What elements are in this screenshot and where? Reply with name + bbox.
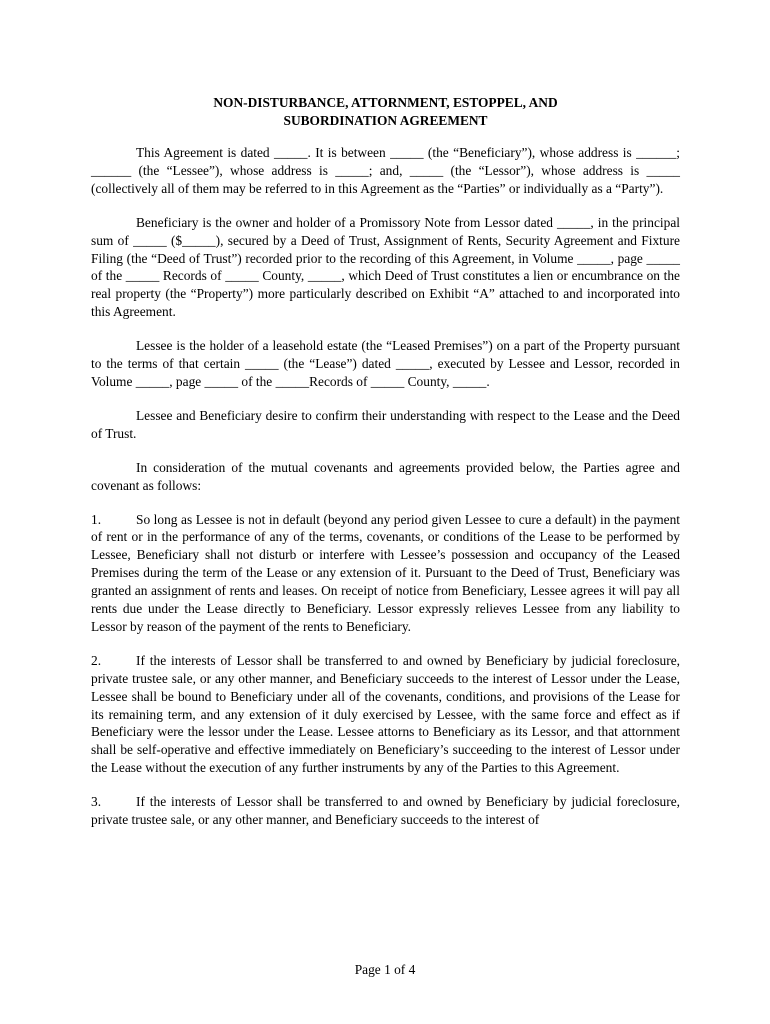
consideration-paragraph: In consideration of the mutual covenants and agreements provided below, the Parties agree and covenant as follows: <box>91 459 680 493</box>
section-number: 2. <box>91 652 102 668</box>
document-title <box>91 94 680 130</box>
title-line-1: NON-DISTURBANCE, ATTORNMENT, ESTOPPEL, AND <box>213 95 558 110</box>
section-number: 3. <box>91 794 102 810</box>
section-3 <box>91 793 680 829</box>
title-line-2: SUBORDINATION AGREEMENT <box>283 113 488 128</box>
section-text: So long as Lessee is not in default (beyond any period given Lessee to cure a default) in the payment of rent or in the performance of any of the terms, covenants, or conditions of the Lease to be performed by Lessee, Beneficiary shall not disturb or interfere with Lessee’s possession and occupancy of the Leased Premises during the term of the Lease or any extension of it. Pursuant to the Deed of Trust, Beneficiary was granted an assignment of rents and leases. On receipt of notice from Beneficiary, Lessee agrees it will pay all rents due under the Lease directly to Beneficiary. Lessor expressly relieves Lessee from any liability to Lessor by reason of the payment of the rents to Beneficiary. <box>91 511 680 634</box>
section-number: 1. <box>91 511 102 527</box>
recital-paragraph-deed-of-trust: Beneficiary is the owner and holder of a Promissory Note from Lessor dated _____, in the principal sum of _____ ($_____), secured by a Deed of Trust, Assignment of Rents, Security Agreement and Fixture Filing (the “Deed of Trust”) recorded prior to the recording of this Agreement, in Volume _____, page _____ of the _____ Records of _____ County, _____, which Deed of Trust constitutes a lien or encumbrance on the real property (the “Property”) more particularly described on Exhibit “A” attached to and incorporated into this Agreement. <box>91 214 680 320</box>
section-text: If the interests of Lessor shall be transferred to and owned by Beneficiary by judicial foreclosure, private trustee sale, or any other manner, and Beneficiary succeeds to the interest of <box>91 794 680 828</box>
recital-paragraph-lease: Lessee is the holder of a leasehold estate (the “Leased Premises”) on a part of the Property pursuant to the terms of that certain _____ (the “Lease”) dated _____, executed by Lessee and Lessor, recorded in Volume _____, page _____ of the _____Records of _____ County, _____. <box>91 338 680 389</box>
page-number-footer: Page 1 of 4 <box>354 962 416 977</box>
section-text: If the interests of Lessor shall be transferred to and owned by Beneficiary by judicial foreclosure, private trustee sale, or any other manner, and Beneficiary succeeds to the interest of Lessor under the Lease, Lessee shall be bound to Beneficiary under all of the covenants, conditions, and provisions of the Lease for its remaining term, and any extension of it duly exercised by Lessee, with the same force and effect as if Beneficiary were the lessor under the Lease. Lessee attorns to Beneficiary as its Lessor, and that attornment shall be self-operative and effective immediately on Beneficiary’s succeeding to the interest of Lessor under the Lease without the execution of any further instruments by any of the Parties to this Agreement. <box>91 652 680 776</box>
section-2 <box>91 652 680 777</box>
recital-paragraph-intent: Lessee and Beneficiary desire to confirm their understanding with respect to the Lease and the Deed of Trust. <box>91 407 680 441</box>
section-1 <box>91 511 680 636</box>
intro-paragraph: This Agreement is dated _____. It is between _____ (the “Beneficiary”), whose address is ______; ______ (the “Lessee”), whose address is _____; and, _____ (the “Lessor”), whose address is _____ (collectively all of them may be referred to in this Agreement as the “Parties” or individually as a “Party”). <box>91 145 680 196</box>
document-body <box>91 94 680 845</box>
